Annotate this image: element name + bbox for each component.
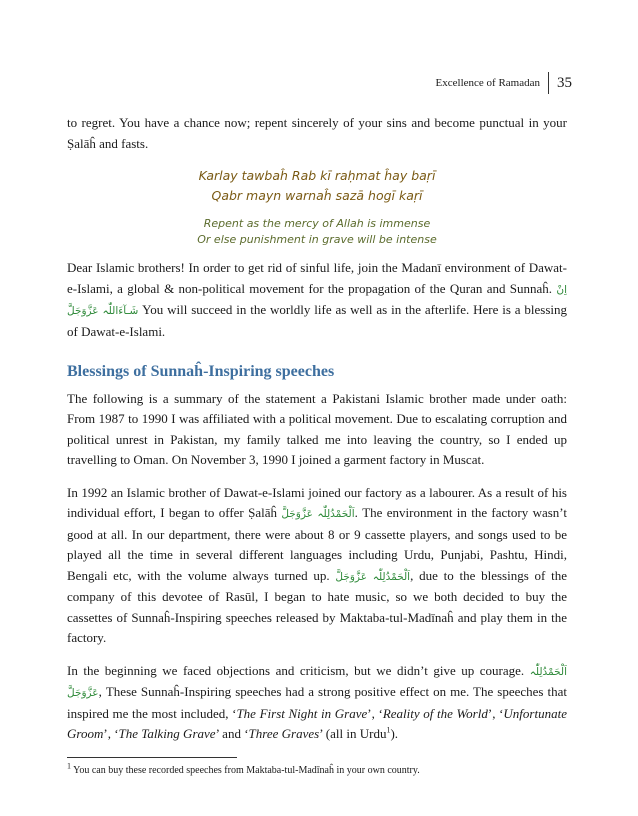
arabic-phrase-alhamdulillah: اَلْحَمْدُلِلّٰہ عَزَّوَجَلَّ [281,508,355,520]
footnote-reference: 1 [386,725,391,735]
speech-title: Three Graves [248,726,320,741]
footnote-divider [67,757,237,758]
header-title: Excellence of Ramadan [435,77,540,89]
poem-translation-2: Or else punishment in grave will be intense [197,233,437,246]
poem-block [67,166,567,248]
arabic-phrase-alhamdulillah: اَلْحَمْدُلِلّٰہ عَزَّوَجَلَّ [335,570,411,583]
footnote [67,761,567,777]
speech-title: The Talking Grave [118,726,216,741]
header-divider [548,72,549,94]
speech-title: The First Night in Grave [236,705,368,721]
paragraph-speeches: In the beginning we faced objections and criticism, but we didn’t give up courage. اَلْحَمْدُلِلّٰہ عَزَّوَجَلَّ, These Sunnaĥ-Inspiring speeches had a strong positive effect on me. The speeches that inspired me the most included, ‘The First Night in Grave’, ‘Reality of the World’, ‘Unfortunate Groom’, ‘The Talking Grave’ and ‘Three Graves’ (all in Urdu$^1$). [67,662,567,741]
running-header [436,72,572,94]
poem-translation-1: Repent as the mercy of Allah is immense [203,217,431,230]
arabic-phrase-inshallah: اِنْ شَـآءَاللّٰہ عَزَّوَجَلَّ [67,283,568,317]
page-number: 35 [557,74,572,91]
poem-line-1: Karlay tawbaĥ Rab kī raḥmat ĥay baṛī [198,168,436,183]
speech-title: Unfortunate Groom [67,705,567,741]
paragraph-summary: The following is a summary of the statement a Pakistani Islamic brother made under oath: From 1987 to 1990 I was affiliated with a political movement. Due to escalating corruption and political unrest in Pakistan, my family talked me into leaving the country, so I ended up travelling to Oman. On November 3, 1990 I joined a garment factory in Muscat. [67,390,567,467]
speech-title: Reality of the World [382,705,488,721]
paragraph-dawat: Dear Islamic brothers! In order to get rid of sinful life, join the Madanī environment of Dawat-e-Islami, a global & non-political movement for the propagation of the Quran and Sunnaĥ. اِنْ شَـآءَاللّٰہ عَزَّوَجَلَّ You will succeed in the worldly life as well as in the afterlife. Here is a blessing of Dawat-e-Islami. [67,260,568,339]
poem-line-2: Qabr mayn warnaĥ sazā hogī kaṛī [211,188,423,203]
section-heading: Blessings of Sunnaĥ-Inspiring speeches [67,363,335,380]
intro-paragraph: to regret. You have a chance now; repent sincerely of your sins and become punctual in your Ṣalāĥ and fasts. [67,115,567,151]
arabic-phrase-alhamdulillah: اَلْحَمْدُلِلّٰہ عَزَّوَجَلَّ [67,665,567,699]
footnote-text: You can buy these recorded speeches from Maktaba-tul-Madīnaĥ in your own country. [73,764,420,776]
paragraph-factory: In 1992 an Islamic brother of Dawat-e-Islami joined our factory as a labourer. As a result of his individual effort, I began to offer Ṣalāĥ اَلْحَمْدُلِلّٰہ عَزَّوَجَلَّ. The environment in the factory wasn’t good at all. In our department, there were about 8 or 9 cassette players, and songs used to be played all the time in several different languages including Urdu, Punjabi, Pashtu, Hindi, Bengali etc, with the volume always turned up. اَلْحَمْدُلِلّٰہ عَزَّوَجَلَّ, due to the blessings of the company of this devotee of Rasūl, I began to hate music, so we both decided to buy the cassettes of Sunnaĥ-Inspiring speeches released by Maktaba-tul-Madīnaĥ and play them in the factory. [67,484,567,645]
page-body [67,113,567,777]
footnote-number: 1 [67,761,71,771]
